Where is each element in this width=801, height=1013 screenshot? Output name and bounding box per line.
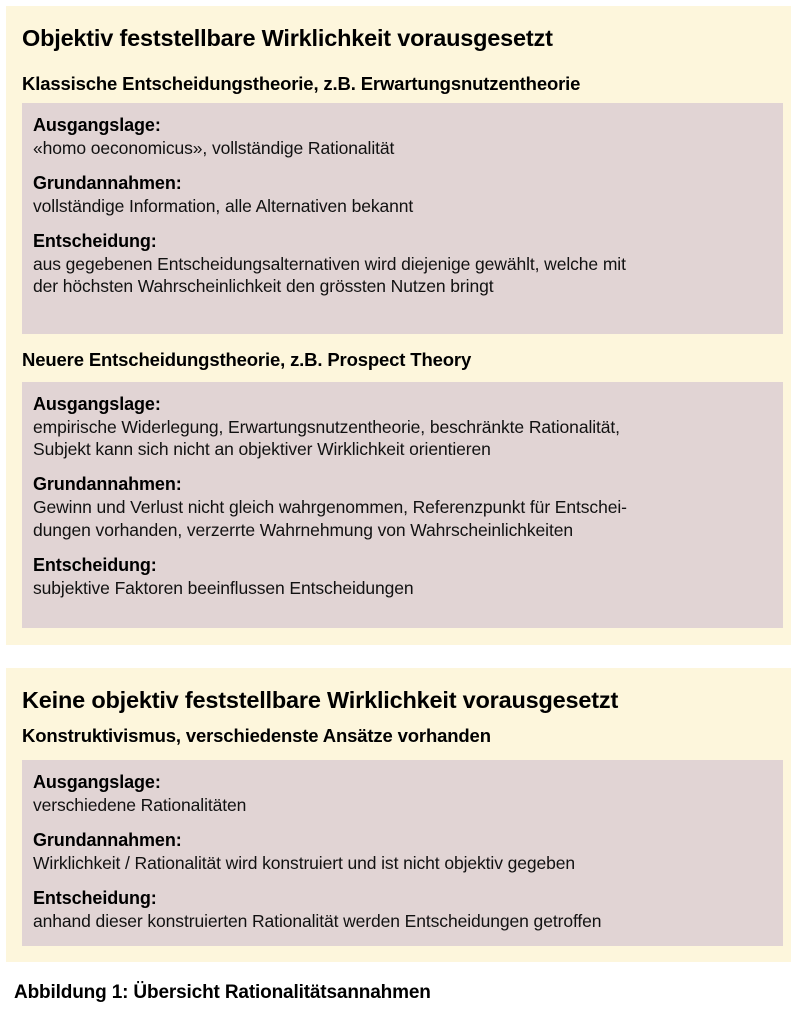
section-subtitle-classical-decision-theory: Klassische Entscheidungstheorie, z.B. Erwartungsnutzentheorie xyxy=(22,73,581,94)
entry-label: Grundannahmen: xyxy=(33,173,182,194)
entry-label: Entscheidung: xyxy=(33,888,157,909)
entry-grundannahmen xyxy=(33,829,772,874)
entry-label: Ausgangslage: xyxy=(33,115,161,135)
entry-label: Ausgangslage: xyxy=(33,772,161,792)
content-box-constructivism xyxy=(22,760,783,946)
panel-title-objective-reality: Objektiv feststellbare Wirklichkeit vorausgesetzt xyxy=(22,25,553,51)
entry-text-line: «homo oeconomicus», vollständige Rationalität xyxy=(33,137,395,158)
entry-ausgangslage xyxy=(33,114,772,159)
panel-objective-reality xyxy=(6,6,791,645)
entry-label: Entscheidung: xyxy=(33,231,157,252)
content-box-prospect-theory xyxy=(22,382,783,628)
entry-text xyxy=(33,496,772,541)
entry-text-line: Subjekt kann sich nicht an objektiver Wirklichkeit orientieren xyxy=(33,439,491,460)
entry-text-line: vollständige Information, alle Alternativen bekannt xyxy=(33,195,414,216)
entry-text-line: aus gegebenen Entscheidungsalternativen wird diejenige gewählt, welche mit xyxy=(33,253,626,274)
entry-label: Entscheidung: xyxy=(33,554,157,575)
entry-text xyxy=(33,253,772,298)
entry-entscheidung xyxy=(33,887,772,932)
entry-text xyxy=(33,910,772,932)
entry-grundannahmen xyxy=(33,172,772,217)
section-subtitle-constructivism: Konstruktivismus, verschiedenste Ansätze vorhanden xyxy=(22,725,491,746)
entry-text-line: verschiedene Rationalitäten xyxy=(33,794,247,815)
entry-label: Grundannahmen: xyxy=(33,474,182,495)
entry-text xyxy=(33,195,772,217)
entry-label: Ausgangslage: xyxy=(33,394,161,414)
entry-ausgangslage xyxy=(33,393,772,460)
entry-label: Grundannahmen: xyxy=(33,830,182,851)
entry-text xyxy=(33,137,772,159)
entry-entscheidung xyxy=(33,230,772,297)
entry-entscheidung xyxy=(33,554,772,599)
content-box-classical-decision-theory xyxy=(22,103,783,334)
panel-no-objective-reality xyxy=(6,668,791,962)
entry-grundannahmen xyxy=(33,473,772,540)
figure-caption: Abbildung 1: Übersicht Rationalitätsannahmen xyxy=(14,982,431,1003)
entry-text xyxy=(33,416,772,461)
entry-ausgangslage xyxy=(33,771,772,816)
entry-text-line: Wirklichkeit / Rationalität wird konstruiert und ist nicht objektiv gegeben xyxy=(33,852,576,873)
panel-title-no-objective-reality: Keine objektiv feststellbare Wirklichkeit vorausgesetzt xyxy=(22,687,619,713)
entry-text-line: anhand dieser konstruierten Rationalität werden Entscheidungen getroffen xyxy=(33,910,602,931)
entry-text-line: Gewinn und Verlust nicht gleich wahrgenommen, Referenzpunkt für Entschei- xyxy=(33,497,627,518)
entry-text-line: subjektive Faktoren beeinflussen Entscheidungen xyxy=(33,577,414,598)
entry-text-line: empirische Widerlegung, Erwartungsnutzentheorie, beschränkte Rationalität, xyxy=(33,416,620,437)
entry-text-line: der höchsten Wahrscheinlichkeit den grössten Nutzen bringt xyxy=(33,276,494,297)
entry-text xyxy=(33,577,772,599)
entry-text-line: dungen vorhanden, verzerrte Wahrnehmung von Wahrscheinlichkeiten xyxy=(33,519,573,540)
entry-text xyxy=(33,794,772,816)
section-subtitle-prospect-theory: Neuere Entscheidungstheorie, z.B. Prospect Theory xyxy=(22,349,472,370)
entry-text xyxy=(33,852,772,874)
